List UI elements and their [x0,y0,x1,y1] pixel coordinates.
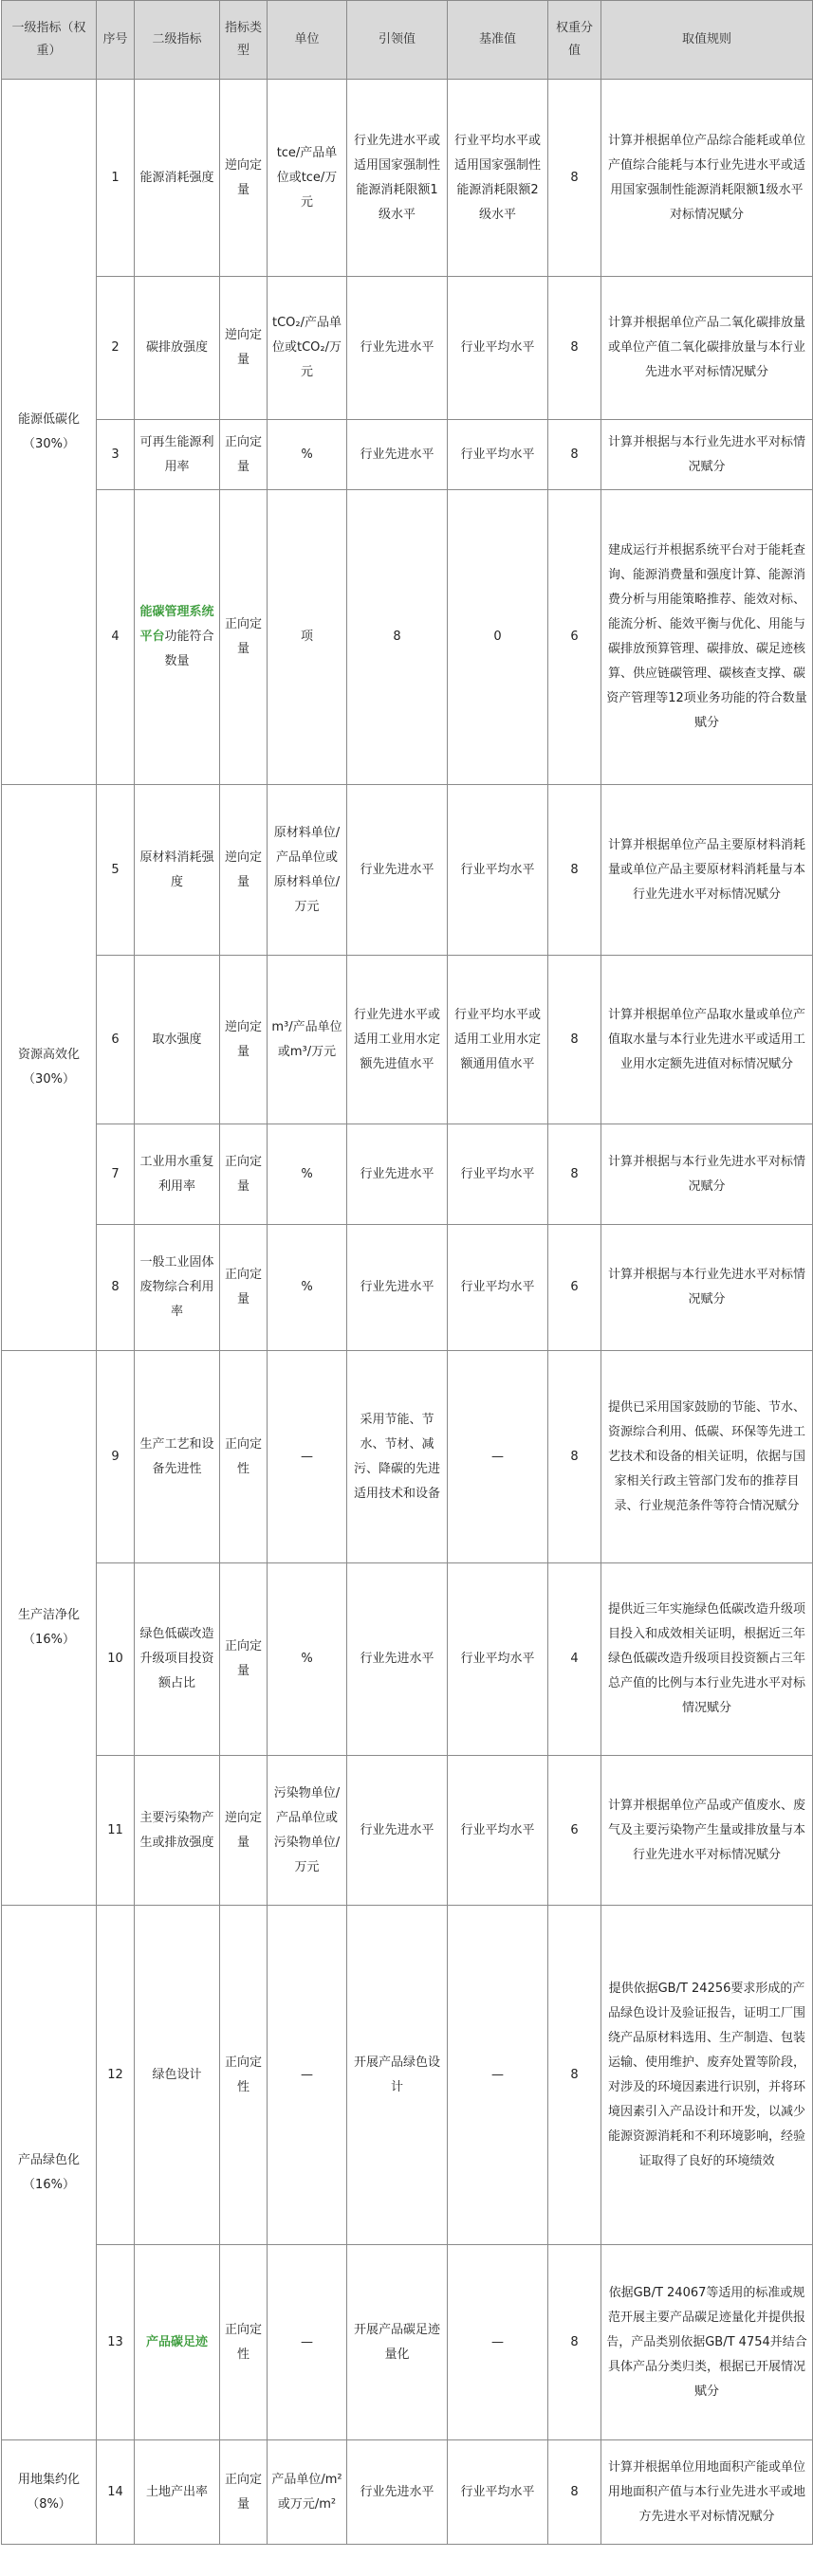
row-lead: 8 [347,490,448,785]
row-lead: 行业先进水平 [347,1225,448,1351]
group-resource: 资源高效化（30%） [2,785,97,1351]
header-unit: 单位 [268,1,347,80]
row-weight: 6 [548,1225,601,1351]
row-name: 土地产出率 [135,2440,220,2545]
header-seq: 序号 [97,1,135,80]
row-base: 行业平均水平 [448,277,548,420]
header-level2: 二级指标 [135,1,220,80]
row-lead: 行业先进水平或适用工业用水定额先进值水平 [347,956,448,1124]
row-seq: 8 [97,1225,135,1351]
row-rule: 提供近三年实施绿色低碳改造升级项目投入和成效相关证明，根据近三年绿色低碳改造升级项目投资额占三年总产值的比例与本行业先进水平对标情况赋分 [601,1563,813,1756]
row-unit: — [268,1351,347,1563]
row-seq: 4 [97,490,135,785]
row-unit: m³/产品单位或m³/万元 [268,956,347,1124]
row-unit: % [268,1225,347,1351]
row-base: — [448,1351,548,1563]
row-weight: 8 [548,1906,601,2245]
row-rule: 建成运行并根据系统平台对于能耗查询、能源消费量和强度计算、能源消费分析与用能策略推荐、能效对标、能流分析、能效平衡与优化、用能与碳排放预算管理、碳排放、碳足迹核算、供应链碳管理、碳核查支撑、碳资产管理等12项业务功能的符合数量赋分 [601,490,813,785]
row-lead: 行业先进水平 [347,277,448,420]
row-seq: 13 [97,2245,135,2440]
row-rule: 依据GB/T 24067等适用的标准或规范开展主要产品碳足迹量化并提供报告，产品类别依据GB/T 4754并结合具体产品分类归类，根据已开展情况赋分 [601,2245,813,2440]
row-seq: 3 [97,420,135,490]
table-row [2,1563,813,1756]
row-name: 原材料消耗强度 [135,785,220,956]
row-rule: 计算并根据单位产品取水量或单位产值取水量与本行业先进水平或适用工业用水定额先进值对标情况赋分 [601,956,813,1124]
row-seq: 1 [97,80,135,277]
row-unit: tCO₂/产品单位或tCO₂/万元 [268,277,347,420]
header-type: 指标类型 [220,1,268,80]
row-weight: 8 [548,2440,601,2545]
row-lead: 行业先进水平 [347,1124,448,1225]
row-unit: — [268,1906,347,2245]
row-type: 逆向定量 [220,277,268,420]
header-rule: 取值规则 [601,1,813,80]
table-row [2,2440,813,2545]
table-row [2,1756,813,1906]
row-rule: 计算并根据单位用地面积产能或单位用地面积产值与本行业先进水平或地方先进水平对标情况赋分 [601,2440,813,2545]
row-type: 正向定性 [220,2245,268,2440]
row-rule: 计算并根据与本行业先进水平对标情况赋分 [601,1225,813,1351]
row-weight: 8 [548,1351,601,1563]
row-lead: 行业先进水平 [347,785,448,956]
row-base: 行业平均水平或适用工业用水定额通用值水平 [448,956,548,1124]
row-name-highlight: 能碳管理系统平台 [139,605,214,644]
row-base: 行业平均水平或适用国家强制性能源消耗限额2级水平 [448,80,548,277]
row-base: 行业平均水平 [448,1124,548,1225]
row-rule: 计算并根据单位产品主要原材料消耗量或单位产品主要原材料消耗量与本行业先进水平对标情况赋分 [601,785,813,956]
header-base: 基准值 [448,1,548,80]
row-base: 行业平均水平 [448,1756,548,1906]
table-row [2,1351,813,1563]
row-lead: 行业先进水平 [347,1563,448,1756]
row-rule: 计算并根据单位产品综合能耗或单位产值综合能耗与本行业先进水平或适用国家强制性能源消耗限额1级水平对标情况赋分 [601,80,813,277]
header-lead: 引领值 [347,1,448,80]
row-unit: % [268,420,347,490]
row-weight: 8 [548,1124,601,1225]
row-seq: 11 [97,1756,135,1906]
table-row [2,956,813,1124]
row-unit: — [268,2245,347,2440]
row-seq: 2 [97,277,135,420]
table-row [2,277,813,420]
row-seq: 14 [97,2440,135,2545]
row-type: 正向定性 [220,1351,268,1563]
row-lead: 行业先进水平 [347,420,448,490]
row-unit: 原材料单位/产品单位或原材料单位/万元 [268,785,347,956]
row-unit: 产品单位/m²或万元/m² [268,2440,347,2545]
group-land: 用地集约化（8%） [2,2440,97,2545]
table-row [2,1906,813,2245]
header-level1: 一级指标（权重） [2,1,97,80]
row-name: 可再生能源利用率 [135,420,220,490]
row-type: 正向定量 [220,1563,268,1756]
row-weight: 6 [548,1756,601,1906]
row-name-rest: 功能符合数量 [164,630,214,668]
row-weight: 8 [548,420,601,490]
row-type: 正向定性 [220,1906,268,2245]
row-type: 正向定量 [220,420,268,490]
row-weight: 4 [548,1563,601,1756]
row-name [135,490,220,785]
row-name: 主要污染物产生或排放强度 [135,1756,220,1906]
row-base: 行业平均水平 [448,785,548,956]
row-name: 碳排放强度 [135,277,220,420]
row-rule: 计算并根据单位产品或产值废水、废气及主要污染物产生量或排放量与本行业先进水平对标情况赋分 [601,1756,813,1906]
row-seq: 7 [97,1124,135,1225]
row-type: 逆向定量 [220,80,268,277]
row-name [135,2245,220,2440]
row-seq: 6 [97,956,135,1124]
row-rule: 提供依据GB/T 24256要求形成的产品绿色设计及验证报告，证明工厂围绕产品原材料选用、生产制造、包装运输、使用维护、废弃处置等阶段，对涉及的环境因素进行识别，并将环境因素引入产品设计和开发，以减少能源资源消耗和不利环境影响，经验证取得了良好的环境绩效 [601,1906,813,2245]
table-row [2,1124,813,1225]
table-row [2,785,813,956]
header-weight: 权重分值 [548,1,601,80]
row-name: 一般工业固体废物综合利用率 [135,1225,220,1351]
row-rule: 计算并根据与本行业先进水平对标情况赋分 [601,1124,813,1225]
row-type: 正向定量 [220,2440,268,2545]
row-name: 生产工艺和设备先进性 [135,1351,220,1563]
row-lead: 行业先进水平或适用国家强制性能源消耗限额1级水平 [347,80,448,277]
row-seq: 9 [97,1351,135,1563]
table-row [2,420,813,490]
row-weight: 6 [548,490,601,785]
row-rule: 提供已采用国家鼓励的节能、节水、资源综合利用、低碳、环保等先进工艺技术和设备的相关证明，依据与国家相关行政主管部门发布的推荐目录、行业规范条件等符合情况赋分 [601,1351,813,1563]
row-unit: % [268,1563,347,1756]
row-weight: 8 [548,277,601,420]
group-energy: 能源低碳化（30%） [2,80,97,785]
row-rule: 计算并根据单位产品二氧化碳排放量或单位产值二氧化碳排放量与本行业先进水平对标情况赋分 [601,277,813,420]
row-unit: 污染物单位/产品单位或污染物单位/万元 [268,1756,347,1906]
row-name: 绿色低碳改造升级项目投资额占比 [135,1563,220,1756]
row-rule: 计算并根据与本行业先进水平对标情况赋分 [601,420,813,490]
row-seq: 10 [97,1563,135,1756]
row-type: 正向定量 [220,1124,268,1225]
group-production: 生产洁净化（16%） [2,1351,97,1906]
row-name: 工业用水重复利用率 [135,1124,220,1225]
row-lead: 行业先进水平 [347,1756,448,1906]
row-name: 绿色设计 [135,1906,220,2245]
row-base: — [448,1906,548,2245]
table-row [2,80,813,277]
row-base: 0 [448,490,548,785]
indicator-table [1,0,813,2545]
row-base: 行业平均水平 [448,1563,548,1756]
row-unit: % [268,1124,347,1225]
row-lead: 开展产品碳足迹量化 [347,2245,448,2440]
row-lead: 采用节能、节水、节材、减污、降碳的先进适用技术和设备 [347,1351,448,1563]
row-base: 行业平均水平 [448,1225,548,1351]
row-type: 逆向定量 [220,785,268,956]
row-weight: 8 [548,785,601,956]
header-row [2,1,813,80]
row-seq: 12 [97,1906,135,2245]
table-row [2,2245,813,2440]
row-name-highlight: 产品碳足迹 [145,2334,208,2349]
group-product: 产品绿色化（16%） [2,1906,97,2440]
row-weight: 8 [548,956,601,1124]
row-base: 行业平均水平 [448,420,548,490]
row-lead: 行业先进水平 [347,2440,448,2545]
row-seq: 5 [97,785,135,956]
row-unit: tce/产品单位或tce/万元 [268,80,347,277]
table-row [2,490,813,785]
row-type: 正向定量 [220,490,268,785]
row-type: 正向定量 [220,1225,268,1351]
row-unit: 项 [268,490,347,785]
row-weight: 8 [548,80,601,277]
row-lead: 开展产品绿色设计 [347,1906,448,2245]
table-row [2,1225,813,1351]
row-weight: 8 [548,2245,601,2440]
row-type: 逆向定量 [220,1756,268,1906]
row-base: — [448,2245,548,2440]
row-name: 取水强度 [135,956,220,1124]
row-name: 能源消耗强度 [135,80,220,277]
row-type: 逆向定量 [220,956,268,1124]
row-base: 行业平均水平 [448,2440,548,2545]
